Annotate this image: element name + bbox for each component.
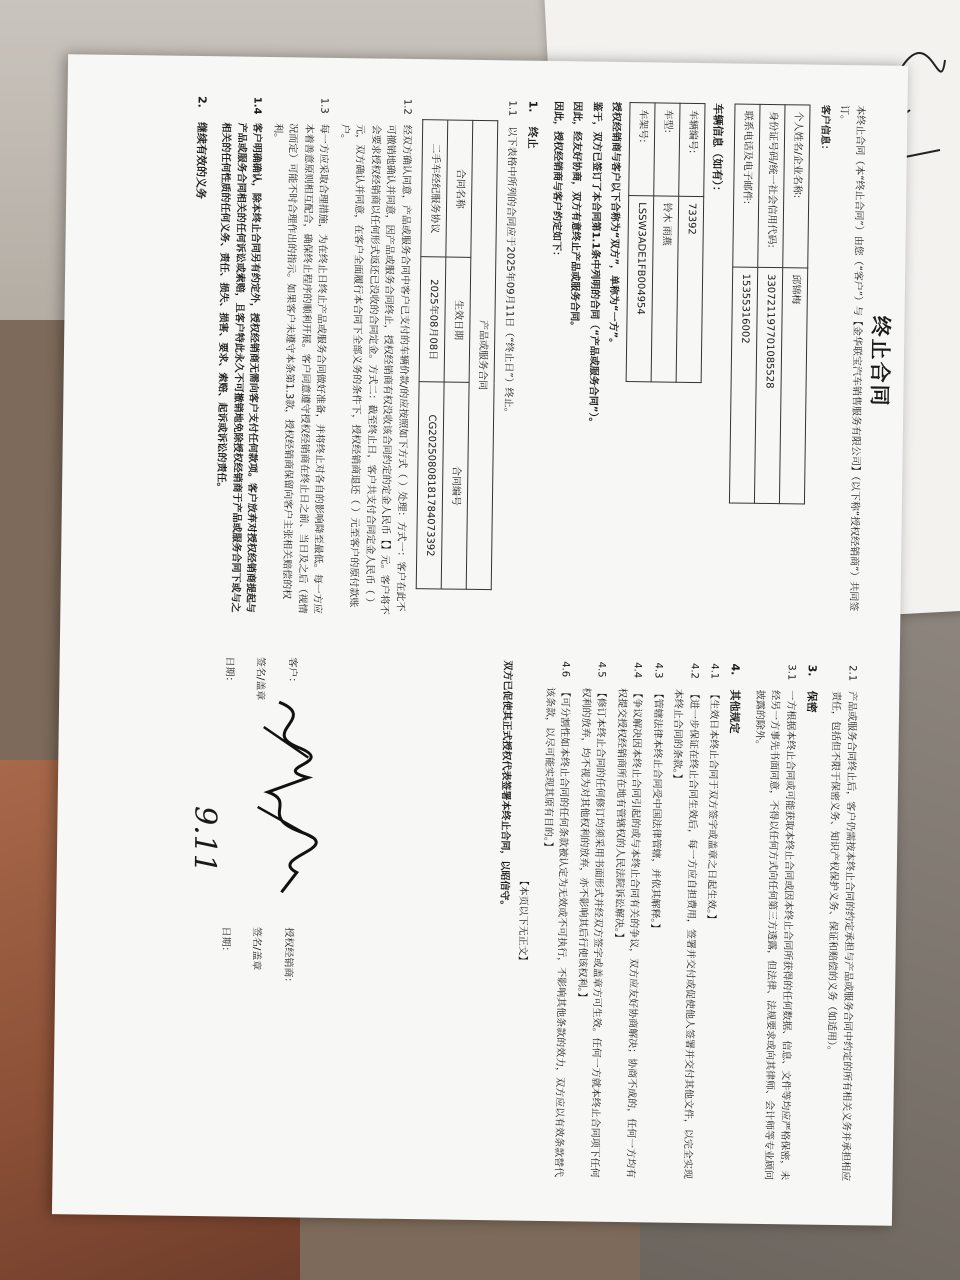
clause-number: 1.2: [401, 98, 413, 115]
clause-number: 1.4: [251, 96, 263, 115]
vehicle-model-label: 车型:: [654, 103, 680, 196]
clause-3-1: [745, 664, 799, 1185]
vehicle-number-value: 73392: [677, 196, 705, 382]
clause-text: 一方根据本终止合同或可能获取本终止合同或因本终止合同所获得的任何数据、信息、文件等均应严格保密，未经另一方事先书面同意，不得以任何方式向任何第三方透露，但法律、法规要求或向其律师、会计师等专业顾问披露的除外。: [753, 689, 797, 1181]
handwritten-date: 9.11: [186, 805, 223, 874]
clause-number: 1.1: [506, 100, 518, 117]
clause-number: 4.1: [708, 663, 721, 680]
clause-4-2: [663, 663, 701, 1183]
clause-text: 【生效日本终止合同于双方签字或盖章之日起生效。】: [705, 689, 720, 925]
whereas-clause: 鉴于，双方已签订了本合同第1.1条中列明的合同（“产品或服务合同”）。: [586, 101, 603, 428]
parties-note: 授权经销商与客户以下合称为“双方”，单称为“一方”。: [607, 101, 622, 349]
signature-area: [92, 655, 299, 1178]
column-header-name: 合同名称: [446, 120, 473, 258]
clause-4-4: [607, 662, 645, 1182]
clause-4-3: [643, 662, 666, 1182]
clause-text: 客户明确确认，除本终止合同另有约定外，授权经销商无需向客户支付任何款项。客户放弃对授权经销商提起与产品或服务合同相关的任何诉讼或索赔，且客户特此永久不可撤销地免除授权经销商于产品或服务合同下或与之相关的任何性质的任何义务、责任、损失、损害、要求、索赔、起诉或诉讼的责任。: [215, 122, 263, 613]
column-header-date: 生效日期: [444, 257, 471, 382]
therefore-clause: 因此，经友好协商，双方有意终止产品或服务合同。: [568, 101, 583, 332]
clause-1-4: [211, 96, 265, 617]
section-title: 保密: [805, 690, 819, 713]
client-name-value: 邱锦梅: [780, 268, 808, 504]
table-row: [677, 103, 706, 382]
contract-table: [416, 119, 499, 590]
table-row: [627, 103, 656, 382]
client-id-value: 330721197701085528: [755, 267, 783, 503]
vehicle-vin-value: LSSW3ADE1FB004954: [627, 196, 655, 382]
clause-number: 1.3: [318, 97, 330, 114]
contract-table-group-header: 产品或服务合同: [466, 120, 498, 589]
client-contact-label: 联系电话及电子邮件:: [733, 104, 760, 267]
clause-text: 每一方应采取合理措施，为在终止日终止产品或服务合同做好准备，并将终止对各自的影响降至最低。每一方应本着善意原则相互配合，确保终止程序的顺利开展。客户同意遵守授权经销商在终止日之前、当日及之后（视情况而定）可能不时合理作出的指示。如果客户未遵守本条第1.3款，授权经销商保留向客户主张相关赔偿的权利。: [271, 123, 330, 614]
agreement-clause: 因此，授权经销商与客户约定如下：: [550, 100, 564, 262]
dealer-date-label: 日期：: [219, 926, 231, 957]
table-row: [652, 103, 681, 382]
clause-number: 4.3: [652, 662, 664, 679]
section-title: 其他规定: [728, 689, 742, 734]
section-number: 4.: [728, 663, 743, 676]
section-number: 1.: [526, 100, 540, 113]
section-number: 2.: [195, 95, 209, 108]
client-info-table: [729, 104, 811, 505]
contract-date-cell: 2025年08月08日: [419, 257, 446, 382]
clause-number: 4.6: [559, 661, 572, 678]
intro-paragraph: 本终止合同（本“终止合同”）由您（“客户”）与【金华联宝汽车销售服务有限公司】（以下称“授权经销商”）共同签订。: [838, 104, 866, 612]
vehicle-number-label: 车辆编号:: [679, 103, 705, 196]
vehicle-model-value: 铃木 雨燕: [652, 196, 680, 382]
right-column: [186, 656, 860, 1185]
clause-1-1: [497, 100, 520, 620]
section-title: 终止: [526, 126, 540, 149]
clause-4-1: [699, 663, 722, 1183]
customer-date-label: 日期：: [223, 656, 235, 687]
client-contact-value: 15355316002: [730, 267, 758, 503]
section-title: 继续有效的义务: [194, 121, 209, 200]
column-header-number: 合同编号: [441, 382, 469, 589]
document-title: 终止合同: [867, 315, 893, 408]
section-4-heading: [720, 663, 744, 1183]
clause-text: 以下表格中所列的合同应于2025年09月11日（“终止日”）终止。: [502, 126, 518, 418]
clause-2-1: [821, 665, 859, 1185]
left-column: [181, 96, 867, 625]
contract-number-cell: CG20250808181784073392: [416, 382, 444, 589]
customer-sign-label: 签名/盖章: [254, 656, 267, 701]
clause-text: 【修订本终止合同的任何修订均须采用书面形式并经双方签字或盖章方可生效。任何一方就本终止合同项下任何权利的放弃，均不视为对其他权利的放弃，亦不影响其后行使该权利。】: [575, 687, 607, 1178]
client-name-label: 个人姓名/企业名称:: [783, 105, 810, 268]
section-number: 3.: [805, 664, 819, 677]
clause-number: 4.5: [595, 661, 608, 678]
sign-intro: 双方已促使其正式授权代表签署本终止合同，以昭信守。: [498, 660, 513, 911]
clause-text: 【管辖法律本终止合同受中国法律管辖，并依其解释。】: [648, 688, 664, 934]
contract-name-cell: 二手车经纪服务协议: [421, 120, 448, 258]
vehicle-info-heading: 车辆信息（如有）：: [710, 103, 726, 197]
client-id-label: 身份证号码/统一社会信用代码:: [758, 104, 785, 267]
clause-text: 【争议解决因本终止合同引起的或与本终止合同有关的争议，双方应友好协商解决；协商不成的，任何一方均有权提交授权经销商所在地有管辖权的人民法院诉讼解决。】: [612, 687, 643, 1179]
vehicle-info-table: [626, 102, 706, 383]
clause-number: 4.4: [631, 662, 644, 679]
section-2-heading: [186, 96, 210, 616]
dealer-label: 授权经销商：: [282, 927, 294, 988]
clause-text: 经双方确认同意，产品或服务合同中客户已支付的车辆价款/的应按照如下方式（ ）处理：方式一：客户在此不可撤销地确认并同意，因产品或服务合同终止，授权经销商有权没收该合同约定的定金人民币【】元。客户将不会要求授权经销商以任何形式返还已没收的合同定金。方式二：截至终止日，客户共支付合同定金人民币（ ）元，双方确认并同意，在客户全面履行本合同下全部义务的条件下，授权经销商退还（ ）元至客户的原付款账户。: [338, 123, 413, 615]
clause-4-5: [571, 661, 609, 1181]
customer-signature-block: [186, 656, 300, 907]
closing-note: 【本页以下无正文】: [516, 875, 530, 966]
dealer-signature-block: [198, 926, 296, 1177]
clause-1-3: [263, 97, 332, 618]
contract-sheet: [52, 54, 908, 1226]
clause-1-2: [330, 98, 415, 619]
dealer-sign-label: 签名/盖章: [250, 926, 263, 971]
clause-number: 4.2: [688, 662, 700, 679]
customer-label: 客户：: [286, 657, 298, 688]
client-info-heading: 客户信息：: [818, 104, 831, 155]
vehicle-vin-label: 车架号:: [629, 103, 655, 196]
clause-text: 【进一步保证在终止合同生效后，每一方应自担费用，签署并交付或促使他人签署并交付其他文件，以完全实现本终止合同的条款。】: [671, 688, 700, 1180]
section-1-heading: [518, 101, 542, 621]
clause-4-6: [535, 661, 573, 1181]
clause-number: 3.1: [785, 664, 797, 681]
clause-text: 产品或服务合同终止后，客户仍需按本终止合同的约定承担与产品或服务合同中约定的所有相关义务并承担相应责任，包括但不限于保密义务、知识产权保护义务、保证和赔偿的义务（如适用）。: [825, 690, 858, 1182]
section-3-heading: [796, 665, 820, 1185]
handwritten-signature: [246, 697, 329, 898]
clause-text: 【可分割性如本终止合同的任何条款被认定为无效或不可执行，不影响其他条款的效力，双方应以有效条款替代该条款，以尽可能实现其原有目的。】: [541, 686, 571, 1178]
clause-number: 2.1: [846, 665, 858, 682]
